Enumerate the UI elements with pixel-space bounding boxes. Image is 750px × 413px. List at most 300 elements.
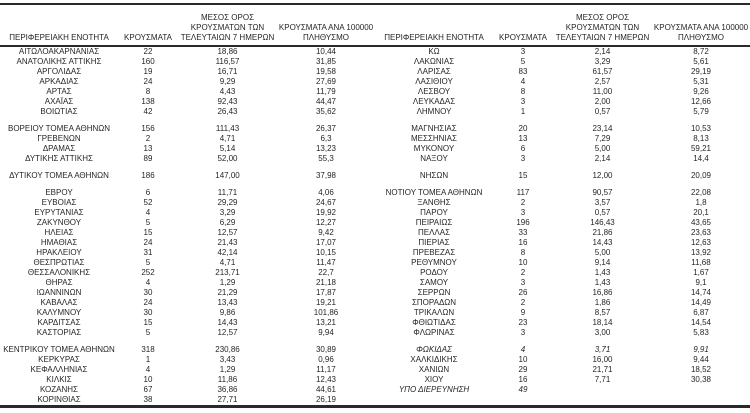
region-cell: ΚΑΛΥΜΝΟΥ — [36, 307, 82, 317]
per100k-cell: 43,65 — [690, 217, 712, 227]
avg7-cell: 2,00 — [594, 96, 611, 106]
cases-cell: 30 — [143, 287, 153, 297]
cases-cell: 252 — [141, 267, 155, 277]
table-row — [0, 395, 750, 406]
region-cell: ΠΕΙΡΑΙΩΣ — [415, 217, 453, 227]
avg7-cell: 11,86 — [217, 374, 238, 384]
per100k-cell: 5,83 — [693, 327, 709, 337]
cases-cell: 10 — [518, 354, 528, 364]
per100k-cell: 6,87 — [693, 307, 709, 317]
table-row — [0, 258, 750, 268]
per100k-cell: 44,61 — [315, 384, 337, 394]
cases-cell: 156 — [141, 123, 155, 133]
avg7-cell: 9,14 — [594, 257, 611, 267]
table-row — [0, 188, 750, 198]
per100k-cell: 12,27 — [315, 217, 337, 227]
empty-cell — [493, 181, 553, 188]
region-cell: ΚΑΒΑΛΑΣ — [40, 297, 78, 307]
region-cell: ΕΒΡΟΥ — [45, 187, 73, 197]
header-region-right: ΠΕΡΙΦΕΡΕΙΑΚΗ ΕΝΟΤΗΤΑ — [375, 4, 493, 46]
per100k-cell: 19,21 — [315, 297, 337, 307]
header-avg7-right-line2: ΚΡΟΥΣΜΑΤΩΝ ΤΩΝ — [565, 23, 640, 32]
avg7-cell: 3,00 — [594, 327, 611, 337]
table-body — [0, 46, 750, 406]
avg7-cell: 7,29 — [594, 133, 611, 143]
cases-cell: 22 — [143, 47, 153, 56]
avg7-cell: 16,86 — [592, 287, 613, 297]
avg7-cell: 3,29 — [594, 56, 611, 66]
avg7-cell: 90,57 — [592, 187, 613, 197]
per100k-cell: 35,62 — [315, 106, 337, 116]
header-row — [0, 4, 750, 46]
table-row — [0, 238, 750, 248]
per100k-cell: 13,92 — [690, 247, 712, 257]
header-avg7-left-line1: ΜΕΣΟΣ ΟΡΟΣ — [200, 13, 255, 22]
spacer-row — [0, 164, 750, 171]
avg7-cell: 21,86 — [592, 227, 613, 237]
per100k-cell: 10,44 — [315, 47, 337, 56]
per100k-cell: 14,49 — [690, 297, 712, 307]
empty-cell — [493, 164, 553, 171]
cases-cell — [493, 395, 553, 406]
region-cell: ΔΥΤΙΚΗΣ ΑΤΤΙΚΗΣ — [25, 153, 93, 163]
avg7-cell: 61,57 — [592, 66, 613, 76]
region-cell: ΛΑΣΙΘΙΟΥ — [415, 76, 453, 86]
cases-cell: 138 — [141, 96, 155, 106]
table-row — [0, 248, 750, 258]
region-cell: ΑΡΓΟΛΙΔΑΣ — [36, 66, 82, 76]
empty-cell — [0, 181, 118, 188]
avg7-cell: 1,86 — [594, 297, 611, 307]
region-cell: ΣΠΟΡΑΔΩΝ — [411, 297, 457, 307]
cases-cell: 20 — [518, 123, 528, 133]
region-cell: ΜΥΚΟΝΟΥ — [413, 143, 455, 153]
empty-cell — [652, 164, 750, 171]
avg7-cell: 13,43 — [217, 297, 238, 307]
avg7-cell: 9,29 — [219, 76, 236, 86]
avg7-cell: 230,86 — [215, 344, 240, 354]
per100k-cell: 4,06 — [318, 187, 334, 197]
avg7-cell: 42,14 — [217, 247, 238, 257]
per100k-cell: 5,79 — [693, 106, 709, 116]
cases-cell: 16 — [518, 374, 528, 384]
avg7-cell: 1,43 — [594, 267, 611, 277]
header-avg7-left — [178, 4, 277, 46]
cases-cell: 2 — [520, 297, 526, 307]
table-row — [0, 171, 750, 181]
cases-cell: 196 — [516, 217, 530, 227]
cases-cell: 3 — [520, 153, 526, 163]
header-region-left: ΠΕΡΙΦΕΡΕΙΑΚΗ ΕΝΟΤΗΤΑ — [0, 4, 118, 46]
header-per100k-right-line2: ΠΛΗΘΥΣΜΟ — [677, 33, 725, 42]
cases-cell: 31 — [143, 247, 153, 257]
empty-cell — [553, 164, 652, 171]
avg7-cell: 11,00 — [592, 86, 613, 96]
cases-cell: 42 — [143, 106, 153, 116]
region-cell: ΚΟΖΑΝΗΣ — [39, 384, 79, 394]
cases-cell: 8 — [520, 247, 526, 257]
table-row — [0, 298, 750, 308]
per100k-cell: 11,47 — [316, 257, 336, 267]
region-cell: ΚΑΣΤΟΡΙΑΣ — [36, 327, 82, 337]
table-row — [0, 288, 750, 298]
avg7-cell: 18,14 — [592, 317, 613, 327]
region-cell: ΛΑΚΩΝΙΑΣ — [413, 56, 455, 66]
per100k-cell: 5,61 — [693, 56, 709, 66]
region-cell: ΑΝΑΤΟΛΙΚΗΣ ΑΤΤΙΚΗΣ — [16, 56, 102, 66]
region-cell: ΠΑΡΟΥ — [420, 207, 448, 217]
table-row — [0, 154, 750, 164]
region-cell: ΤΡΙΚΑΛΩΝ — [413, 307, 455, 317]
header-avg7-right — [553, 4, 652, 46]
cases-cell: 15 — [143, 317, 153, 327]
avg7-cell: 116,57 — [215, 56, 240, 66]
region-cell: ΜΑΓΝΗΣΙΑΣ — [411, 123, 457, 133]
per100k-cell: 1,8 — [695, 197, 707, 207]
per100k-cell: 9,42 — [318, 227, 334, 237]
avg7-cell: 0,57 — [594, 106, 611, 116]
avg7-cell: 1,29 — [219, 364, 236, 374]
cases-cell: 2 — [145, 133, 151, 143]
per100k-cell: 14,74 — [690, 287, 712, 297]
header-avg7-left-line3: ΤΕΛΕΥΤΑΙΩΝ 7 ΗΜΕΡΩΝ — [180, 33, 275, 42]
table-row — [0, 328, 750, 338]
table-row — [0, 67, 750, 77]
cases-cell: 4 — [520, 76, 526, 86]
cases-cell: 15 — [143, 227, 153, 237]
avg7-cell: 26,43 — [217, 106, 238, 116]
avg7-cell: 0,57 — [594, 207, 611, 217]
avg7-cell: 23,14 — [592, 123, 613, 133]
cases-cell: 52 — [143, 197, 153, 207]
cases-cell: 49 — [518, 384, 528, 394]
cases-cell: 23 — [518, 317, 528, 327]
header-cases-right: ΚΡΟΥΣΜΑΤΑ — [493, 4, 553, 46]
avg7-cell: 11,71 — [217, 187, 238, 197]
region-cell: ΠΙΕΡΙΑΣ — [418, 237, 450, 247]
cases-cell: 3 — [520, 327, 526, 337]
table-row — [0, 198, 750, 208]
region-cell: ΕΥΒΟΙΑΣ — [41, 197, 77, 207]
per100k-cell: 55,3 — [318, 153, 334, 163]
table-row — [0, 375, 750, 385]
empty-cell — [652, 181, 750, 188]
avg7-cell: 7,71 — [594, 374, 611, 384]
empty-cell — [375, 338, 493, 345]
per100k-cell: 12,63 — [690, 237, 712, 247]
table-row — [0, 308, 750, 318]
per100k-cell: 26,19 — [315, 394, 337, 404]
table-row — [0, 97, 750, 107]
empty-cell — [178, 181, 277, 188]
cases-cell: 4 — [145, 207, 151, 217]
per100k-cell — [652, 385, 750, 395]
empty-cell — [553, 117, 652, 124]
per100k-cell: 0,96 — [318, 354, 334, 364]
cases-cell: 8 — [520, 86, 526, 96]
header-avg7-left-line2: ΚΡΟΥΣΜΑΤΩΝ ΤΩΝ — [190, 23, 265, 32]
table-row — [0, 385, 750, 395]
avg7-cell: 16,71 — [217, 66, 238, 76]
empty-cell — [178, 117, 277, 124]
table-row — [0, 228, 750, 238]
per100k-cell: 11,68 — [691, 257, 711, 267]
per100k-cell: 14,54 — [690, 317, 712, 327]
region-cell: ΚΙΛΚΙΣ — [46, 374, 72, 384]
cases-cell: 117 — [516, 187, 530, 197]
avg7-cell: 18,86 — [217, 47, 238, 56]
table-row — [0, 107, 750, 117]
table-row — [0, 365, 750, 375]
avg7-cell: 4,71 — [219, 257, 236, 267]
region-cell: ΚΕΦΑΛΛΗΝΙΑΣ — [30, 364, 88, 374]
avg7-cell: 1,29 — [219, 277, 236, 287]
cases-cell: 10 — [518, 257, 528, 267]
empty-cell — [178, 164, 277, 171]
per100k-cell: 12,43 — [315, 374, 337, 384]
empty-cell — [277, 338, 375, 345]
region-cell: ΑΡΚΑΔΙΑΣ — [39, 76, 79, 86]
table-row — [0, 268, 750, 278]
empty-cell — [652, 117, 750, 124]
table-row — [0, 77, 750, 87]
region-cell: ΡΕΘΥΜΝΟΥ — [411, 257, 457, 267]
avg7-cell: 4,71 — [219, 133, 236, 143]
region-cell: ΚΟΡΙΝΘΙΑΣ — [37, 394, 81, 404]
spacer-row — [0, 338, 750, 345]
per100k-cell: 30,38 — [690, 374, 712, 384]
per100k-cell: 44,47 — [315, 96, 337, 106]
cases-cell: 10 — [143, 374, 153, 384]
cases-cell: 83 — [518, 66, 528, 76]
empty-cell — [178, 338, 277, 345]
table-row — [0, 46, 750, 57]
empty-cell — [277, 117, 375, 124]
region-cell: ΧΑΛΚΙΔΙΚΗΣ — [410, 354, 458, 364]
table-row — [0, 278, 750, 288]
cases-cell: 6 — [520, 143, 526, 153]
per100k-cell: 9,94 — [318, 327, 334, 337]
avg7-cell: 14,43 — [217, 317, 238, 327]
per100k-cell: 8,72 — [693, 47, 709, 56]
region-cell: ΗΛΕΙΑΣ — [44, 227, 74, 237]
table-row — [0, 345, 750, 355]
per100k-cell: 9,26 — [693, 86, 709, 96]
per100k-cell: 59,21 — [690, 143, 712, 153]
avg7-cell: 9,86 — [219, 307, 236, 317]
avg7-cell: 213,71 — [215, 267, 240, 277]
region-cell: ΜΕΣΣΗΝΙΑΣ — [411, 133, 457, 143]
avg7-cell: 2,57 — [594, 76, 611, 86]
region-cell: ΖΑΚΥΝΘΟΥ — [36, 217, 82, 227]
table-row — [0, 87, 750, 97]
cases-cell: 1 — [520, 106, 526, 116]
region-cell: ΔΥΤΙΚΟΥ ΤΟΜΕΑ ΑΘΗΝΩΝ — [9, 170, 109, 180]
avg7-cell: 12,57 — [217, 327, 238, 337]
region-cell: ΒΟΡΕΙΟΥ ΤΟΜΕΑ ΑΘΗΝΩΝ — [7, 123, 111, 133]
region-cell: ΙΩΑΝΝΙΝΩΝ — [36, 287, 82, 297]
avg7-cell: 5,00 — [594, 143, 611, 153]
region-cell: ΒΟΙΩΤΙΑΣ — [40, 106, 78, 116]
avg7-cell: 14,43 — [592, 237, 613, 247]
region-cell: ΦΩΚΙΔΑΣ — [416, 344, 452, 354]
region-cell: ΘΕΣΠΡΩΤΙΑΣ — [33, 257, 85, 267]
header-per100k-left-line2: ΠΛΗΘΥΣΜΟ — [302, 33, 350, 42]
region-cell: ΦΛΩΡΙΝΑΣ — [413, 327, 455, 337]
cases-cell: 5 — [145, 257, 151, 267]
region-cell — [375, 395, 493, 406]
cases-cell: 2 — [520, 197, 526, 207]
per100k-cell: 20,09 — [690, 170, 712, 180]
avg7-cell — [553, 395, 652, 406]
avg7-cell: 16,00 — [592, 354, 613, 364]
per100k-cell: 27,69 — [315, 76, 337, 86]
region-cell: ΑΧΑΪΑΣ — [44, 96, 74, 106]
empty-cell — [118, 117, 178, 124]
region-cell: ΛΗΜΝΟΥ — [416, 106, 452, 116]
cases-cell: 30 — [143, 307, 153, 317]
cases-cell: 24 — [143, 297, 153, 307]
avg7-cell — [553, 385, 652, 395]
cases-cell: 160 — [141, 56, 155, 66]
cases-cell: 5 — [145, 327, 151, 337]
cases-cell: 29 — [518, 364, 528, 374]
table-row — [0, 208, 750, 218]
cases-cell: 15 — [518, 170, 528, 180]
per100k-cell: 22,08 — [690, 187, 712, 197]
avg7-cell: 27,71 — [217, 394, 238, 404]
avg7-cell: 2,14 — [594, 47, 611, 56]
table-row — [0, 134, 750, 144]
cases-cell: 26 — [518, 287, 528, 297]
empty-cell — [375, 164, 493, 171]
region-cell: ΘΗΡΑΣ — [45, 277, 73, 287]
avg7-cell: 3,29 — [219, 207, 236, 217]
avg7-cell: 92,43 — [217, 96, 238, 106]
avg7-cell: 4,43 — [219, 86, 236, 96]
empty-cell — [0, 164, 118, 171]
cases-cell: 67 — [143, 384, 153, 394]
cases-cell: 24 — [143, 76, 153, 86]
region-cell: ΚΑΡΔΙΤΣΑΣ — [37, 317, 81, 327]
region-cell: ΓΡΕΒΕΝΩΝ — [37, 133, 81, 143]
header-per100k-right-line1: ΚΡΟΥΣΜΑΤΑ ΑΝΑ 100000 — [653, 23, 749, 32]
per100k-cell: 17,07 — [315, 237, 337, 247]
empty-cell — [375, 181, 493, 188]
cases-cell: 4 — [145, 364, 151, 374]
cases-cell: 13 — [143, 143, 153, 153]
cases-cell: 24 — [143, 237, 153, 247]
per100k-cell: 13,23 — [315, 143, 337, 153]
cases-cell: 38 — [143, 394, 153, 404]
header-avg7-right-line1: ΜΕΣΟΣ ΟΡΟΣ — [575, 13, 630, 22]
empty-cell — [652, 338, 750, 345]
header-avg7-right-line3: ΤΕΛΕΥΤΑΙΩΝ 7 ΗΜΕΡΩΝ — [555, 33, 650, 42]
per100k-cell: 1,67 — [693, 267, 709, 277]
empty-cell — [118, 338, 178, 345]
cases-cell: 19 — [143, 66, 153, 76]
header-per100k-left — [277, 4, 375, 46]
empty-cell — [553, 338, 652, 345]
table-row — [0, 355, 750, 365]
table-header — [0, 4, 750, 46]
avg7-cell: 36,86 — [217, 384, 238, 394]
region-cell: ΗΡΑΚΛΕΙΟΥ — [36, 247, 82, 257]
table-row — [0, 57, 750, 67]
cases-cell: 3 — [520, 47, 526, 56]
per100k-cell: 37,98 — [315, 170, 337, 180]
per100k-cell: 24,67 — [315, 197, 337, 207]
region-cell: ΝΟΤΙΟΥ ΤΟΜΕΑ ΑΘΗΝΩΝ — [385, 187, 483, 197]
empty-cell — [375, 117, 493, 124]
region-cell: ΣΑΜΟΥ — [419, 277, 449, 287]
cases-cell: 5 — [520, 56, 526, 66]
avg7-cell: 2,14 — [594, 153, 611, 163]
cases-cell: 33 — [518, 227, 528, 237]
cases-cell: 3 — [520, 207, 526, 217]
region-cell: ΦΘΙΩΤΙΔΑΣ — [412, 317, 456, 327]
header-per100k-right — [652, 4, 750, 46]
per100k-cell: 101,86 — [313, 307, 339, 317]
per100k-cell: 9,44 — [693, 354, 709, 364]
region-cell: ΘΕΣΣΑΛΟΝΙΚΗΣ — [27, 267, 91, 277]
avg7-cell: 3,71 — [594, 344, 611, 354]
per100k-cell: 22,7 — [318, 267, 334, 277]
cases-cell: 3 — [520, 96, 526, 106]
empty-cell — [118, 181, 178, 188]
per100k-cell: 10,15 — [315, 247, 337, 257]
region-cell: ΛΕΣΒΟΥ — [417, 86, 451, 96]
avg7-cell: 146,43 — [590, 217, 615, 227]
cases-cell: 318 — [141, 344, 155, 354]
per100k-cell: 12,66 — [690, 96, 712, 106]
region-cell: ΑΡΤΑΣ — [46, 86, 72, 96]
per100k-cell: 31,85 — [315, 56, 337, 66]
avg7-cell: 12,57 — [217, 227, 238, 237]
cases-cell: 13 — [518, 133, 528, 143]
per100k-cell: 5,31 — [693, 76, 709, 86]
empty-cell — [493, 338, 553, 345]
cases-cell: 1 — [145, 354, 151, 364]
empty-cell — [0, 117, 118, 124]
table-row — [0, 144, 750, 154]
avg7-cell: 3,43 — [219, 354, 236, 364]
avg7-cell: 21,43 — [217, 237, 238, 247]
regional-cases-table — [0, 3, 750, 408]
region-cell: ΕΥΡΥΤΑΝΙΑΣ — [34, 207, 84, 217]
per100k-cell: 19,92 — [315, 207, 337, 217]
cases-cell: 4 — [520, 344, 526, 354]
avg7-cell: 6,29 — [219, 217, 236, 227]
region-cell: ΚΕΝΤΡΙΚΟΥ ΤΟΜΕΑ ΑΘΗΝΩΝ — [3, 344, 115, 354]
cases-cell: 6 — [145, 187, 151, 197]
per100k-cell: 9,91 — [693, 344, 709, 354]
cases-cell: 2 — [520, 267, 526, 277]
table-row — [0, 124, 750, 134]
region-cell: ΛΕΥΚΑΔΑΣ — [412, 96, 456, 106]
per100k-cell: 30,89 — [315, 344, 337, 354]
empty-cell — [277, 164, 375, 171]
per100k-cell: 13,21 — [315, 317, 337, 327]
per100k-cell: 18,52 — [690, 364, 712, 374]
spacer-row — [0, 117, 750, 124]
region-cell: ΠΡΕΒΕΖΑΣ — [412, 247, 456, 257]
avg7-cell: 12,00 — [592, 170, 613, 180]
region-cell: ΔΡΑΜΑΣ — [42, 143, 76, 153]
cases-cell: 89 — [143, 153, 153, 163]
per100k-cell: 6,3 — [320, 133, 332, 143]
cases-cell: 186 — [141, 170, 155, 180]
